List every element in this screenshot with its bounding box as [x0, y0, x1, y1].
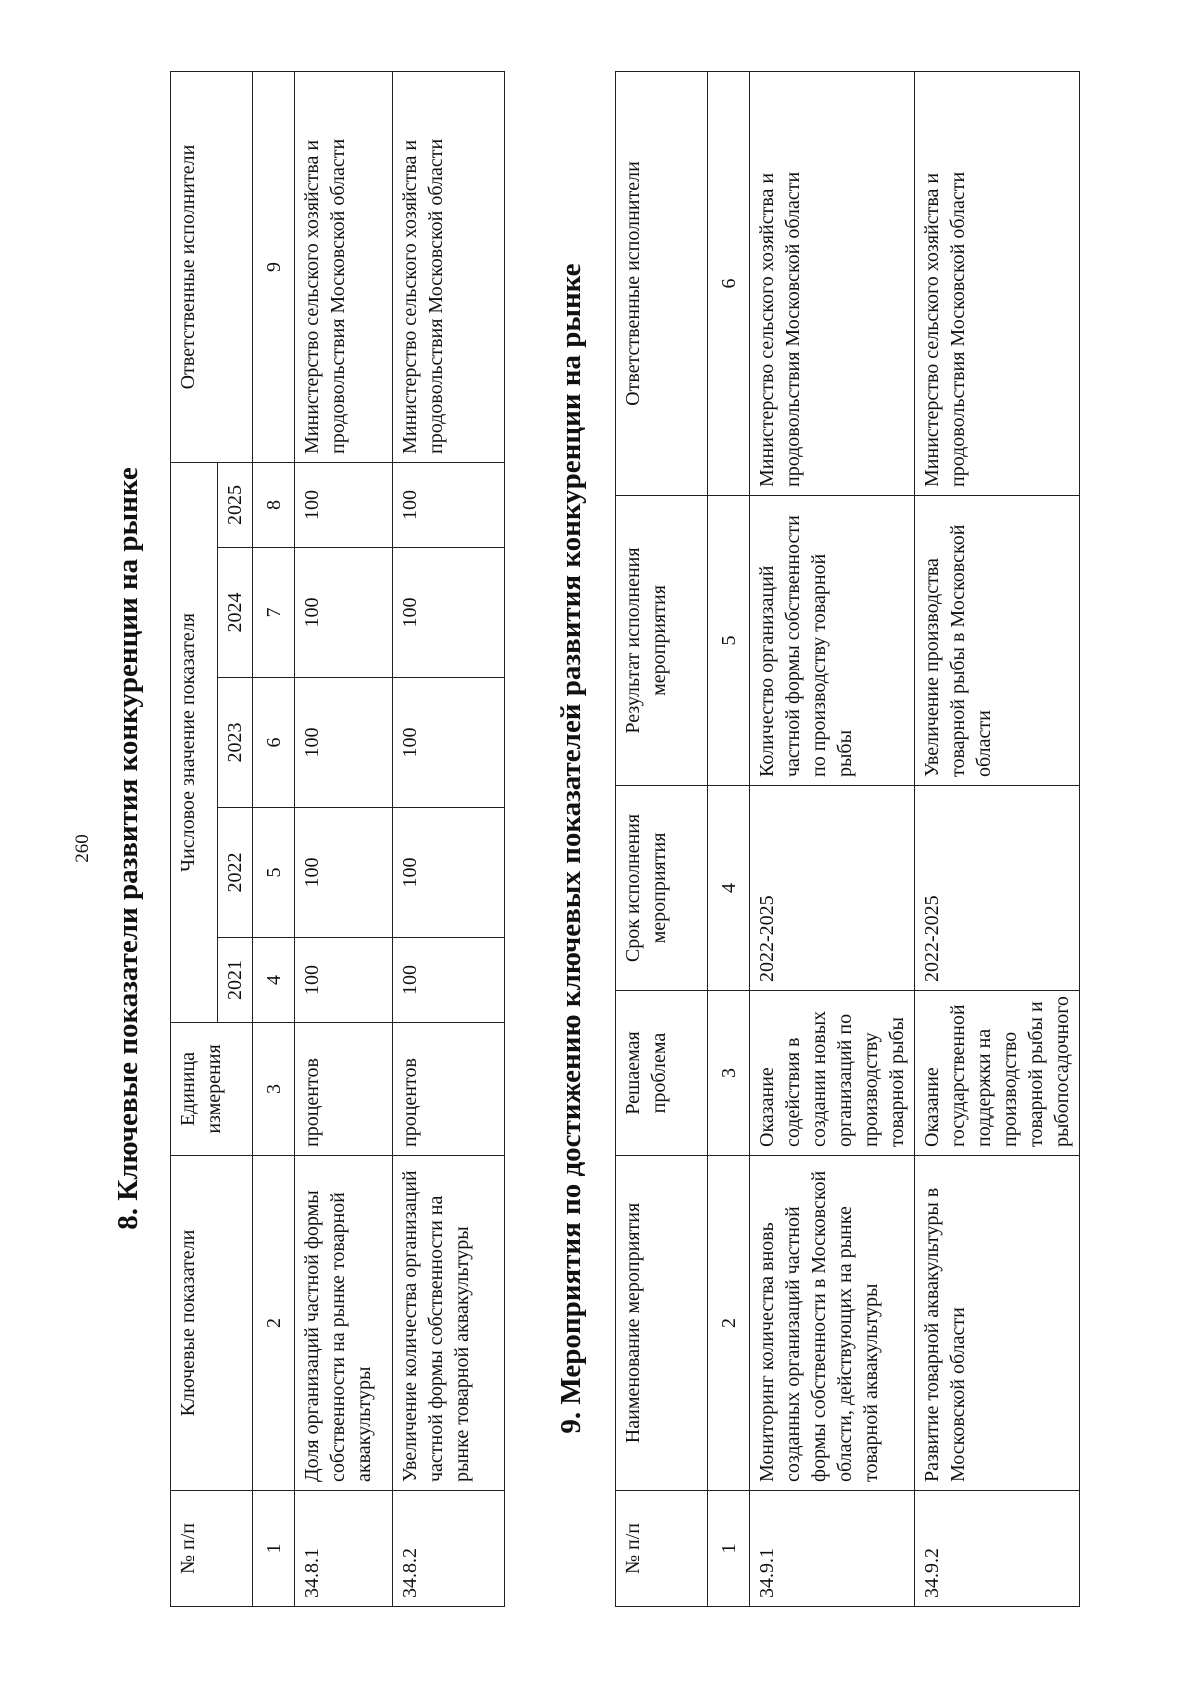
row-term: 2022-2025 — [915, 786, 1080, 991]
table-row — [295, 72, 393, 1607]
row-value: 100 — [295, 808, 393, 938]
page-number: 260 — [72, 834, 93, 863]
column-number: 7 — [253, 548, 295, 678]
header-name: Наименование мероприятия — [616, 1156, 708, 1491]
row-unit: процентов — [393, 1023, 505, 1156]
column-number: 3 — [708, 991, 750, 1156]
table-header-row — [171, 72, 218, 1607]
row-num: 34.8.1 — [295, 1491, 393, 1607]
row-value: 100 — [393, 548, 505, 678]
header-year: 2022 — [218, 808, 253, 938]
row-result: Количество организаций частной формы собственности по производству товарной рыбы — [750, 496, 915, 786]
row-term: 2022-2025 — [750, 786, 915, 991]
section-8-title: 8. Ключевые показатели развития конкуренции на рынке — [112, 467, 144, 1230]
row-executors: Министерство сельского хозяйства и продовольствия Московской области — [750, 72, 915, 496]
column-number: 4 — [253, 938, 295, 1023]
column-number: 1 — [253, 1491, 295, 1607]
header-year: 2021 — [218, 938, 253, 1023]
header-year: 2024 — [218, 548, 253, 678]
column-number: 6 — [253, 678, 295, 808]
row-value: 100 — [295, 463, 393, 548]
table-row — [393, 72, 505, 1607]
row-value: 100 — [295, 938, 393, 1023]
column-number: 2 — [708, 1156, 750, 1491]
column-number: 8 — [253, 463, 295, 548]
column-number: 5 — [253, 808, 295, 938]
row-indicator: Доля организаций частной формы собственности на рынке товарной аквакультуры — [295, 1156, 393, 1491]
measures-table — [615, 71, 1080, 1607]
column-number: 2 — [253, 1156, 295, 1491]
row-value: 100 — [295, 678, 393, 808]
table-row — [915, 72, 1080, 1607]
column-number: 1 — [708, 1491, 750, 1607]
row-executors: Министерство сельского хозяйства и продовольствия Московской области — [393, 72, 505, 463]
row-problem: Оказание содействия в создании новых организаций по производству товарной рыбы — [750, 991, 915, 1156]
row-problem: Оказание государственной поддержки на производство товарной рыбы и рыбопосадочного — [915, 991, 1080, 1156]
row-value: 100 — [393, 808, 505, 938]
header-value-group: Числовое значение показателя — [171, 463, 218, 1023]
header-year: 2025 — [218, 463, 253, 548]
header-executors: Ответственные исполнители — [171, 72, 253, 463]
header-problem: Решаемая проблема — [616, 991, 708, 1156]
column-number: 4 — [708, 786, 750, 991]
row-value: 100 — [393, 678, 505, 808]
table-header-row — [616, 72, 708, 1607]
section-9-title: 9. Мероприятия по достижению ключевых показателей развития конкуренции на рынке — [555, 263, 587, 1434]
row-num: 34.9.2 — [915, 1491, 1080, 1607]
column-number: 5 — [708, 496, 750, 786]
row-indicator: Увеличение количества организаций частной формы собственности на рынке товарной аквакультуры — [393, 1156, 505, 1491]
header-indicator: Ключевые показатели — [171, 1156, 253, 1491]
row-num: 34.8.2 — [393, 1491, 505, 1607]
row-executors: Министерство сельского хозяйства и продовольствия Московской области — [295, 72, 393, 463]
header-term: Срок исполнения мероприятия — [616, 786, 708, 991]
column-number-row — [708, 72, 750, 1607]
column-number: 6 — [708, 72, 750, 496]
row-name: Мониторинг количества вновь созданных организаций частной формы собственности в Московской области, действующих на рынке товарной аквакультуры — [750, 1156, 915, 1491]
header-executors: Ответственные исполнители — [616, 72, 708, 496]
header-year: 2023 — [218, 678, 253, 808]
row-value: 100 — [295, 548, 393, 678]
row-value: 100 — [393, 463, 505, 548]
column-number: 9 — [253, 72, 295, 463]
row-name: Развитие товарной аквакультуры в Московской области — [915, 1156, 1080, 1491]
column-number: 3 — [253, 1023, 295, 1156]
header-unit: Единица измерения — [171, 1023, 253, 1156]
row-unit: процентов — [295, 1023, 393, 1156]
header-result: Результат исполнения мероприятия — [616, 496, 708, 786]
row-executors: Министерство сельского хозяйства и продовольствия Московской области — [915, 72, 1080, 496]
key-indicators-table — [170, 71, 505, 1607]
header-num: № п/п — [616, 1491, 708, 1607]
row-result: Увеличение производства товарной рыбы в Московской области — [915, 496, 1080, 786]
table-row — [750, 72, 915, 1607]
header-num: № п/п — [171, 1491, 253, 1607]
row-value: 100 — [393, 938, 505, 1023]
column-number-row — [253, 72, 295, 1607]
row-num: 34.9.1 — [750, 1491, 915, 1607]
